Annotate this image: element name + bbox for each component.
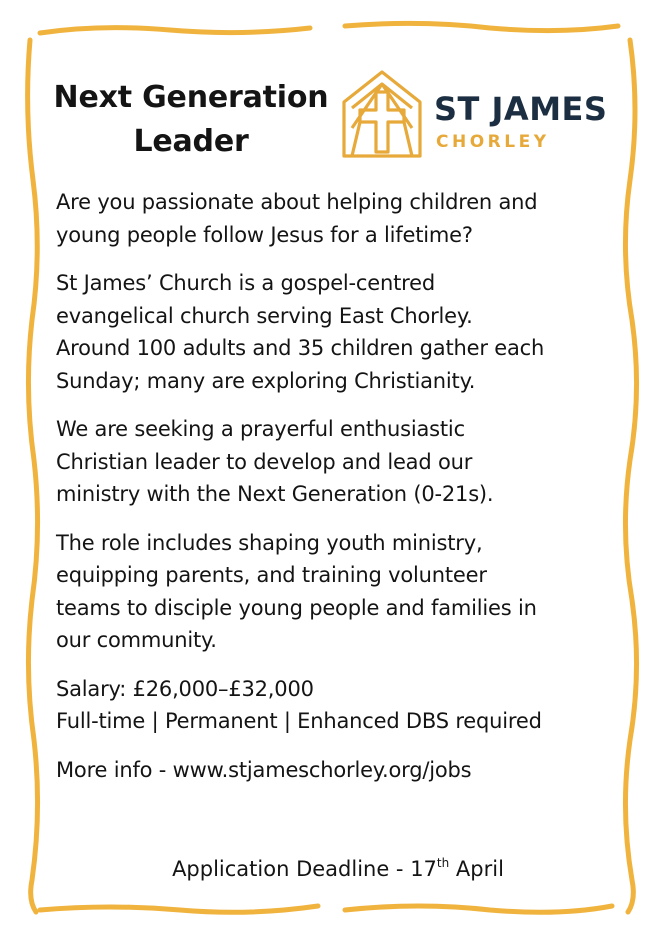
church-cross-icon — [340, 68, 424, 160]
church-line: evangelical church serving East Chorley. — [56, 303, 473, 328]
seeking-line: We are seeking a prayerful enthusiastic — [56, 417, 465, 441]
salary-range: Salary: £26,000–£32,000 — [56, 676, 314, 701]
deadline-month: April — [449, 857, 504, 881]
employment-terms: Full-time | Permanent | Enhanced DBS required — [56, 709, 542, 733]
role-paragraph — [56, 527, 626, 657]
church-line: Around 100 adults and 35 children gather each — [56, 336, 545, 360]
role-line: The role includes shaping youth ministry, — [56, 530, 483, 555]
deadline-prefix: Application Deadline - 17 — [172, 857, 437, 881]
role-line: our community. — [56, 628, 217, 652]
more-info-link[interactable]: More info - www.stjameschorley.org/jobs — [56, 757, 472, 782]
role-line: teams to disciple young people and families in — [56, 595, 537, 620]
page-title — [46, 76, 336, 164]
salary-details — [56, 673, 626, 738]
intro-line: Are you passionate about helping children and — [56, 190, 538, 214]
application-deadline — [0, 856, 656, 881]
logo-subtitle: CHORLEY — [436, 132, 550, 152]
church-line: St James’ Church is a gospel-centred — [56, 271, 435, 295]
advert-body — [56, 186, 626, 786]
seeking-line: ministry with the Next Generation (0-21s). — [56, 482, 494, 506]
deadline-ordinal: th — [436, 856, 450, 870]
intro-line: young people follow Jesus for a lifetime? — [56, 222, 473, 247]
seeking-line: Christian leader to develop and lead our — [56, 449, 473, 474]
seeking-paragraph — [56, 413, 626, 511]
title-line-1: Next Generation — [53, 80, 329, 115]
title-line-2: Leader — [133, 124, 249, 159]
church-paragraph — [56, 267, 626, 397]
church-logo — [340, 68, 620, 160]
role-line: equipping parents, and training volunteer — [56, 563, 487, 587]
logo-name: ST JAMES — [434, 90, 608, 128]
church-line: Sunday; many are exploring Christianity. — [56, 368, 476, 393]
intro-paragraph — [56, 186, 626, 251]
